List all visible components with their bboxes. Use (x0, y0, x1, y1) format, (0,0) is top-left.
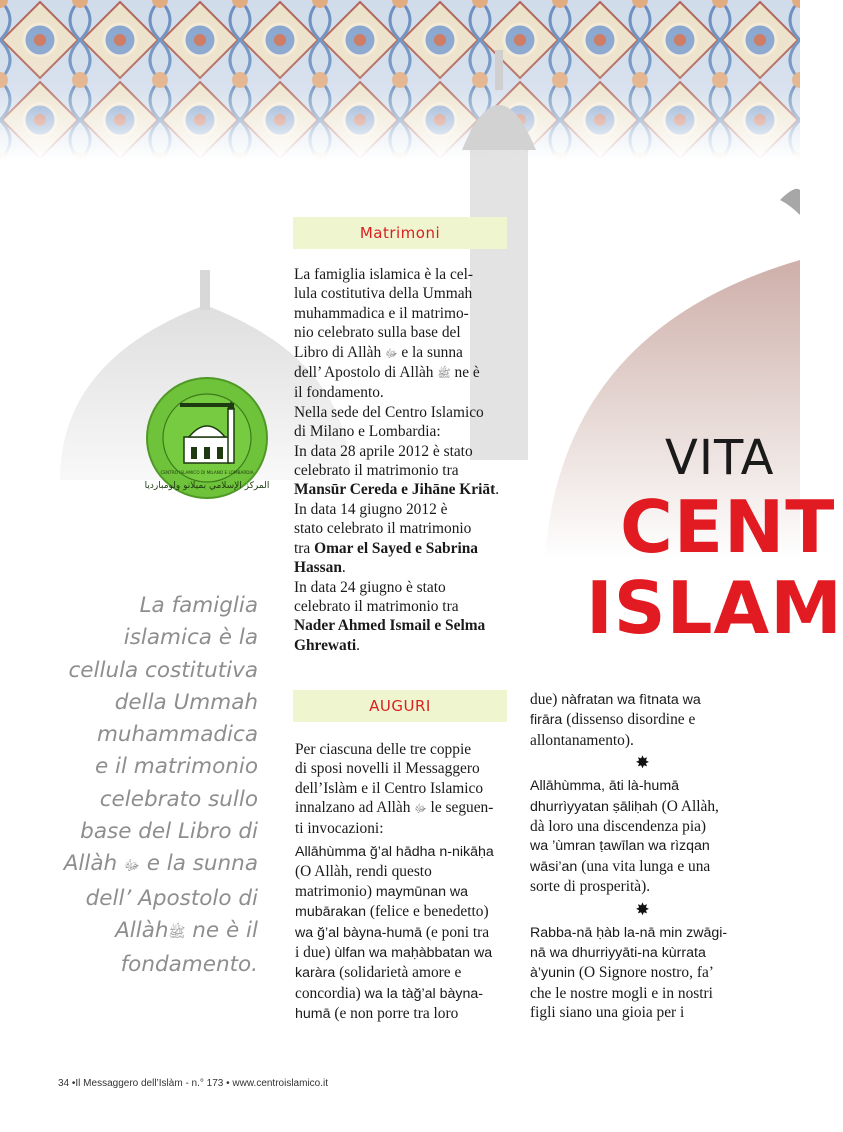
star-separator-icon: ✸ (635, 899, 650, 920)
title-islamico: ISLAM (586, 566, 843, 650)
centro-islamico-logo (144, 375, 270, 501)
page-footer (58, 1078, 328, 1089)
logo-arabic-text: المركز الإسلامي بميلانو ولومبارديا (144, 481, 270, 491)
auguri-text-col1: Per ciascuna delle tre coppie di sposi novelli il Messaggero dell’Islàm e il Centro Islamico innalzano ad Allàh ﷻ le seguen- ti invocazioni: Allāhùmma ğ’al hādha n-nikāḥa (O Allàh, rendi questo matrimonio) maymūnan wa mubārakan (felice e benedetto) wa ğ’al bàyna-humā (e poni tra i due) ùlfan wa maḥàbbatan wa karàra (solidarietà amore e concordia) wa la tàğ’al bàyna- humā (e non porre tra loro (295, 741, 494, 1023)
star-separator-icon: ✸ (635, 753, 650, 774)
matrimoni-text: La famiglia islamica è la cel- lula costitutiva della Ummah muhammadica e il matrimo- nio celebrato sulla base del Libro di Allàh ﷻ e la sunna dell’ Apostolo di Allàh ﷺ ne è il fondamento. Nella sede del Centro Islamico di Milano e Lombardia: In data 28 aprile 2012 è stato celebrato il matrimonio tra Mansūr Cereda e Jihāne Kriāt. In data 14 giugno 2012 è stato celebrato il matrimonio tra Omar el Sayed e Sabrina Hassan. In data 24 giugno è stato celebrato il matrimonio tra Nader Ahmed Ismail e Selma Ghrewati. (294, 266, 500, 654)
website-link[interactable]: www.centroislamico.it (232, 1078, 329, 1089)
auguri-heading: AUGURI (293, 690, 507, 722)
matrimoni-heading: Matrimoni (293, 217, 507, 249)
title-centro: CENT (620, 485, 836, 569)
logo-latin-text: CENTRO ISLAMICO DI MILANO E LOMBARDIA (160, 470, 254, 475)
publication-name: •Il Messaggero dell’Islàm - n.° 173 • (71, 1078, 230, 1089)
pull-quote: La famiglia islamica è la cellula costitutiva della Ummah muhammadica e il matrimonio celebrato sullo base del Libro di Allàh ﷻ e la sunna dell’ Apostolo di Allàhﷺ ne è il fondamento. (63, 593, 258, 978)
auguri-text-col2: due) nàfratan wa fìtnata wa firāra (dissenso disordine e allontanamento). ✸ Allāhùmma, āti là-humā dhurrìyyatan ṣāliḥah (O Allàh, dà loro una discendenza pia) wa ’ùmran ṭawīlan wa rìzqan wāsi’an (una vita lunga e una sorte di prosperità). ✸ Rabba-nā ḥàb la-nā min zwāgi- nā wa dhurriyyāti-na kùrrata à’yunin (O Signore nostro, fa’ che le nostre mogli e in nostri figli siano una gioia per i (530, 690, 755, 1023)
page-number: 34 (58, 1078, 70, 1089)
title-vita: VITA (665, 430, 775, 486)
